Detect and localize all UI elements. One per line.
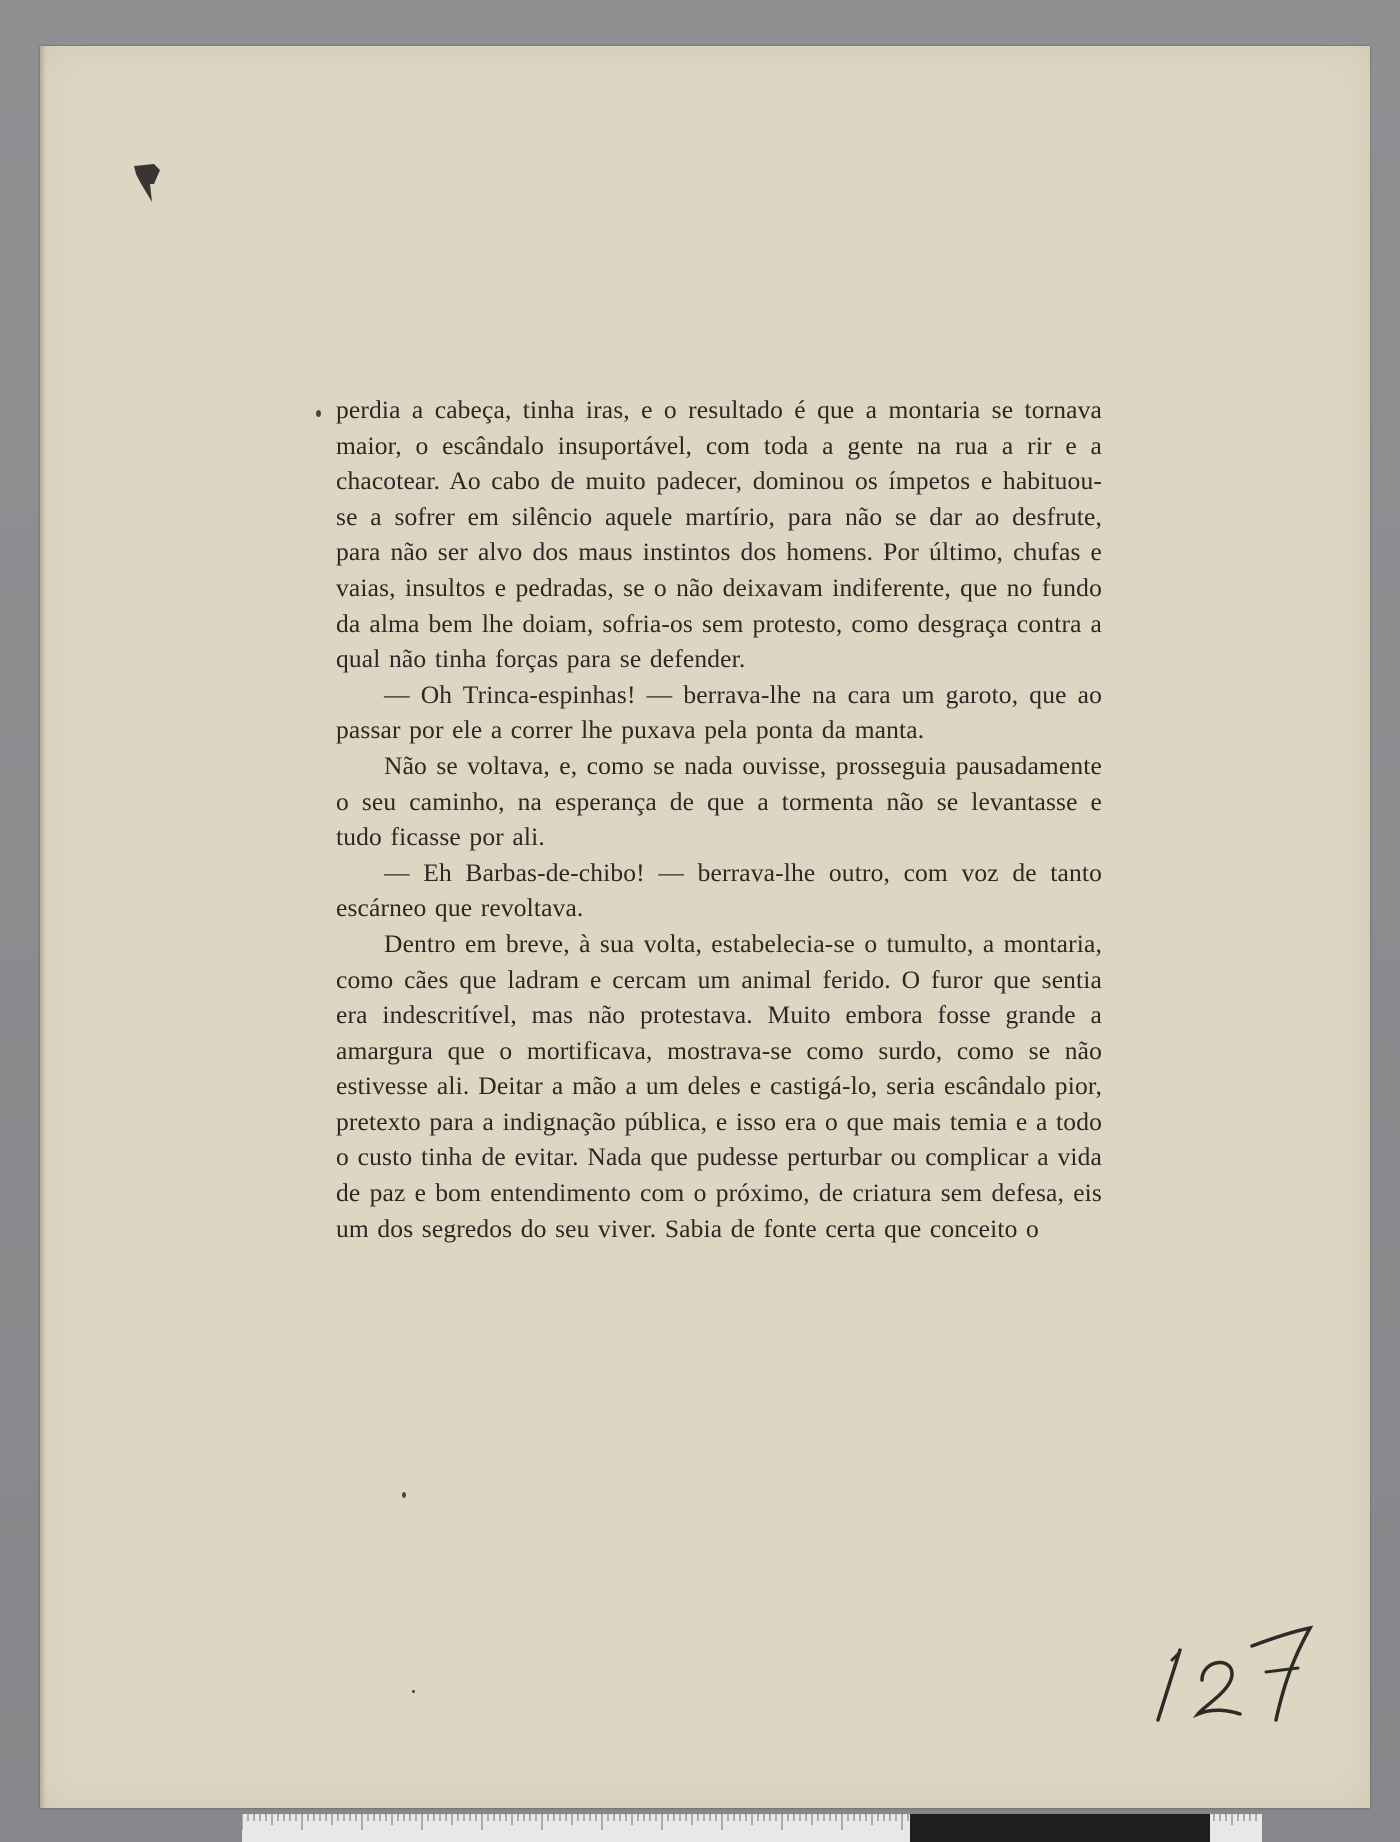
paragraph-1: perdia a cabeça, tinha iras, e o resultado é que a montaria se tornava maior, o escândalo insuportável, com toda a gente na rua a rir e a chacotear. Ao cabo de muito padecer, dominou os ímpetos e habituou-se a sofrer em silêncio aquele martírio, para não se dar ao desfrute, para não ser alvo dos maus instintos dos homens. Por último, chufas e vaias, insultos e pedradas, se o não deixavam indiferente, que no fundo da alma bem lhe doiam, sofria-os sem protesto, como desgraça contra a qual não tinha forças para se defender.	[336, 395, 1102, 674]
ruler-ticks	[242, 1814, 1262, 1842]
torn-hole-mark	[132, 162, 162, 212]
ruler-dark-band	[910, 1814, 1210, 1842]
paragraph-3: Não se voltava, e, como se nada ouvisse, prosseguia pausadamente o seu caminho, na esperança de que a tormenta não se levantasse e tudo ficasse por ali.	[336, 750, 1102, 852]
ink-speck	[412, 1690, 415, 1693]
scan-color-ruler	[242, 1814, 1262, 1842]
ink-speck	[402, 1492, 406, 1498]
page-edge-shadow	[40, 46, 46, 1808]
paragraph-4: — Eh Barbas-de-chibo! — berrava-lhe outro, com voz de tanto escárneo que revoltava.	[336, 857, 1102, 923]
ink-speck	[316, 410, 321, 417]
paragraph-2: — Oh Trinca-espinhas! — berrava-lhe na cara um garoto, que ao passar por ele a correr lhe puxava pela ponta da manta.	[336, 679, 1102, 745]
paragraph-5: Dentro em breve, à sua volta, estabelecia-se o tumulto, a montaria, como cães que ladram e cercam um animal ferido. O furor que sentia era indescritível, mas não protestava. Muito embora fosse grande a amargura que o mortificava, mostrava-se como surdo, como se não estivesse ali. Deitar a mão a um deles e castigá-lo, seria escândalo pior, pretexto para a indignação pública, e isso era o que mais temia e a todo o custo tinha de evitar. Nada que pudesse perturbar ou complicar a vida de paz e bom entendimento com o próximo, de criatura sem defesa, eis um dos segredos do seu viver. Sabia de fonte certa que conceito o	[336, 928, 1102, 1243]
body-text	[336, 392, 1102, 1246]
handwritten-page-number	[1140, 1610, 1340, 1740]
